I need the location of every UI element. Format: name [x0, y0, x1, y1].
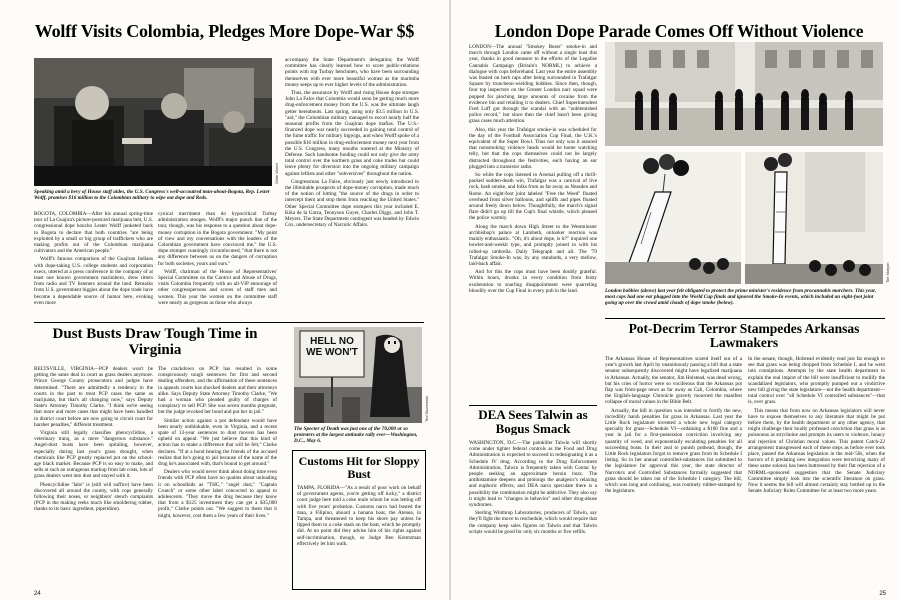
- paragraph: accompany the State Department's delegation; the Wolff committee has clearly learned how to score public-relations points with top Turbay henchmen, who have been surrounding themselves with ever more beautiful women as the marimba money seeps up to ever higher levels of the administration.: [285, 57, 419, 88]
- paragraph: Actually, the bill in question was intended to fortify the new, incredibly harsh penalties for grass in Arkansas. Last year the Little Rock legislature invented a whole new legal category specially for grass—Schedule VI—ordaining a $100 fine and a year in jail for a first-possession conviction involving any quantity of weed, and exponentially escalating penalties for all succeeding busts. In their zeal to punish pothead, though, the Little Rock legislators forgot to remove grass from its Schedule I listing. So in her annual controlled-substances list submitted to the legislature for approval this year, the state director of Narcotics and Controlled Substances formally suggested that grass should be taken out of the Schedule I category. The bill, which was long and confusing, was routinely rubber-stamped by the legislature.: [605, 407, 742, 495]
- paragraph: Wolff, chairman of the House of Representatives' Special Committee on the Control and Abuse of Drugs, visits Colombia frequently with an all-VIP entourage of other congresspersons and scores of staff men and women. This year the women on the committee staff were nearly as gorgeous as those who always: [158, 268, 277, 306]
- customs-column: [297, 485, 421, 585]
- protest-sign-text: [302, 336, 362, 358]
- paragraph: Dealers who would never think about doing time even friends with PCP often have no qualms about unloading it on schoolkids as "THC," "angel dust," "Captain Crunch" or some other label concocted to appeal to adolescents. "They move the drug because they know that from a $125 investment they can get a $35,000 profit," Clarke points out. "We suggest to them that it might, however, cost them a few years of their lives.": [158, 469, 277, 519]
- paragraph: Thus, the assurance by Wolff and rising House dope stomper John La Falce that Colombia would soon be getting much more drug-enforcement money from the U.S. was the ultimate laugh getter hereabouts. Last spring, using only $3.5 million in U.S. "aid," the Colombian military managed to escort nearly half the seasonal profits from the Guajiran dope mafias. The U.S.-financed dope war nearly succeeded in gaining total control of the fume traffic for military bigwigs, and when Wolff spoke of a possible $16 million in drug-enforcement money next year from the U.S. Congress, many mouths watered at the Ministry of Defense. Such handsome funding could not only give the army total control over the northern grass and coke trades but could leave plenty for diversion into the ongoing military campaign against leftists and other "subversives" throughout the nation.: [285, 90, 419, 177]
- protest-photo: [294, 327, 422, 423]
- sign-line-2: WE WON'T: [306, 347, 358, 358]
- paragraph: So while the cops listened to Arsenal pulling off a thrill-packed sudden-death win, Trafalgar was a carnival of live rock, hash smoke, and folks from as far away as Neasden and Rome. An eight-foot joint labeled "Free the Weed" floated overhead from silver balloons, and spliffs and pipes floated around freely down below. Thoughtfully, the march's signal flare didn't go up till the Cup's final whistle, which pleased the police warmly.: [469, 172, 597, 222]
- virginia-headline: Dust Busts Draw Tough Time in Virginia: [52, 327, 258, 358]
- sign-line-1: HELL NO: [310, 336, 354, 347]
- paragraph: This means that from now on Arkansas legislators will never have to expose themselves to any literature that might be put before them, by the health department or any other agency, that might challenge their loudly professed conviction that grass is as poisonous as strychnine and prompts its users to violence, lunacy and rejection of Christian moral values. This patent Catch-22 arrangement transgressed each of these steps as before ever took place, passed the Arkansas legislation in the mid-'50s, when the horrors of it predating new integration were terrorizing many of these same solons) has been buttressed by their flat rejection of a NORML-sponsored suggestion that the Senate Judiciary Committee simply look into the scientific literature on grass. Now it seems the bill will almost certainly stay bottled up in the Senate Judiciary Rules Committee for at least two more years.: [748, 407, 885, 495]
- section-divider: [469, 405, 597, 406]
- giant-joint-photo-right: [745, 152, 883, 284]
- giant-joint-photo-left: [605, 152, 741, 284]
- paragraph: TAMPA, FLORIDA—"As a result of poor work on behalf of government agents, you're getting off lucky," a district court judge here told a coke mule whom he was letting off with five years' probation. Customs narcs had busted the man, a Filipino, aboard a banana boat, the Atenea, in Tampa, and threatened to keep his shore pay unless he tipped them to a coke stash on the boat, which he promptly did. At no point did they advise him of his rights against self-incrimination, though, so Judge Ben Krentzman effectively let him walk.: [297, 485, 421, 547]
- dea-headline: DEA Sees Talwin as Bogus Smack: [478, 408, 588, 436]
- protest-caption: The Specter of Death was just one of the 70,000 or so protesters at the largest antinuke rally ever—Washington, D.C., May 6.: [294, 426, 418, 444]
- paragraph: Also, this year the Trafalgar smoke-in was scheduled for the day of the Football Association Cup Final, the U.K.'s equivalent of the Super Bowl. Thus not only was it assured that nonsmoking violence heads would be home watching telly, but that the cops themselves could not be largely distracted throughout the festivities, each having an ear plugged into a transistor radio.: [469, 126, 597, 170]
- colombia-column-3: [285, 57, 419, 319]
- paragraph: In the senate, though, Holstead evidently read just far enough to see that grass was being dropped from Schedule I, and he went into conniptions. Attempts by the state health department to explain the real import of the bill were insufficient to mollify the scandalized legislators, who promptly pumped out a vindictive new bill giving the state legislature—not the health department—total control over "all Schedule VI controlled substances"—that is, over grass.: [748, 356, 885, 406]
- wolff-press-conference-image: [34, 58, 272, 186]
- london-bobbies-photo: [605, 42, 883, 146]
- paragraph: And for this the cops must have been doubly grateful. Within hours, drunks in every condition from feisty exuberation to snarling disappointment were quarreling bloodily over the Cup Final in every pub in the land.: [469, 269, 597, 294]
- colombia-caption: Speaking amid a bevy of House staff aides, the U.S. Congress's well-accoutred man-about-Bogota, Rep. Lester Wolff, promises $16 million to the Colombian military to wipe out dope and Reds.: [34, 189, 270, 201]
- paragraph: Similar action against a pot defendant would have been nearly unthinkable, even in Virginia, and a recent spate of 13-year sentences to dust movers has been upheld on appeal. "We just believe that this kind of action has to make a difference that will be felt," Clarke declares. "If at a bond hearing the friends of the accused realize that he's going to jail because of the name of the drug he's associated with, that's bound to get around.": [158, 417, 277, 468]
- section-divider: [34, 322, 424, 323]
- colombia-headline: Wolff Visits Colombia, Pledges More Dope-War $$: [34, 22, 415, 41]
- virginia-column-1: [34, 366, 153, 588]
- colombia-photo-credit: Wide World: [274, 163, 279, 184]
- paragraph: Virginia still legally classifies phencyclidine, a veterinary tranq, as a mere "dangerous substance." Angel-dust busts have been spiraling, however, especially during last year's grass drought, when chemicals like PCP greatly replaced pot on the school-age black market. Because PCP is so easy to make, and sells at such an outrageous markup from lab costs, lots of grass dealers went into dust and stayed with it.: [34, 430, 153, 480]
- dea-column: [469, 440, 597, 588]
- london-photo-credit: Tim Malyon: [885, 262, 890, 283]
- paragraph: The crackdown on PCP has resulted in some conspicuously tough sentences for first and second dealing offenders, and the affirmation of these sentences in appeals courts has shocked dealers and their attorneys alike. Says Deputy State Attorney Timothy Clarke, "We had a woman who pleaded guilty of charges of conspiracy to sell PCP. She was seven months pregnant, but the judge revoked her bond and put her in jail.": [158, 366, 277, 416]
- joint-balloon-image-left: [605, 152, 741, 284]
- colombia-photo: [34, 58, 272, 186]
- joint-balloon-image-right: [745, 152, 883, 284]
- paragraph: Phencyclidine "labs" is (still will suffice) have been discovered all around the county, with cops generally following their noses, or neighbors' stench complaints (PCP in the making reeks much like smoldering rubber, thanks to its basic ingredient, piperidine).: [34, 481, 153, 513]
- customs-headline: Customs Hit for Sloppy Bust: [298, 455, 420, 481]
- virginia-column-2: [158, 366, 277, 588]
- paragraph: BOGOTA, COLOMBIA—After his annual spring-time tour of La Guajira's picture-postcard marijuana belt, U.S. congressional dope honcho Lester Wolff junketed back to Bogota to declare that both countries "are being exploited by a small or big group of traffickers who are making profits out of the Colombian marijuana cultivators and the American people.": [34, 211, 153, 255]
- right-page: [451, 0, 900, 600]
- paragraph: The Arkansas House of Representatives scared itself out of a year's growth last April by unanimously passing a bill that a state senator subsequently discovered might have legalized marijuana in Arkansas. Actually, the senator, Jim Holstead, was dead wrong, but his cries of horror were so vociferous that the Arkansas pot flap was front-page news as far away as Cali, Colombia, where the English-language Chronicle gravely mourned the manifest collapse of moral values in the Bible Belt.: [605, 356, 742, 406]
- london-caption: London bobbies (above) last year felt obligated to protect the prime minister's residence from procannabis marchers. This year, most cops had one ear plugged into the World Cup finals and ignored the Smoke-In events, which included an eight-foot joint going up over the crowd amid clouds of dope smoke (below).: [605, 288, 877, 306]
- arkansas-headline: Pot-Decrim Terror Stampedes Arkansas Lawmakers: [628, 322, 860, 351]
- protest-photo-credit: Ted Skorewski: [424, 396, 429, 422]
- colombia-column-2: [158, 211, 277, 321]
- paragraph: Congressman La Falce, obviously just newly introduced to the illimitable prospects of dope-money corruption, made much of the notion of hitting "the source of the drugs in order to intercept them and stop them from reaching the United States." Other Special Committee dope stompers this year included E. Kika de la Garza, Tennyson Guyer, Charles Diggs, and John T. Meyers. The State Department contingent was headed by Edwin Cox, undersecretary of Narcotic Affairs.: [285, 178, 419, 229]
- bobbies-street-image: [605, 42, 883, 146]
- arkansas-column-2: [748, 356, 885, 588]
- page-number-right: 25: [879, 591, 886, 597]
- paragraph: WASHINGTON, D.C.—The painkiller Talwin will shortly come under tighter federal controls as the Food and Drug Administration is expected to succeed in redesignating it as a Schedule IV drug. According to the Drug Enforcement Administration, Talwin is frequently taken with Contac by people seeking an approximate heroin buzz. The antihistamine deepens and prolongs the analgesic's relaxing and euphoric effects, and DEA narcs speculate there is a possibility the combination might be addictive. They also say it might lead to "changes in behavior" and other drug-abuse syndromes.: [469, 440, 597, 509]
- paragraph: Wolff's fatuous comparison of the Guajiran Indians with dope-taking U.S. college students and corporation execs, uttered at a press conference in the company of at least one known government marimbero, drew titters from radio and TV listeners around the land. Remarks from U.S. government biggies about the dope trade have become a dependable source of humor here, evoking even more: [34, 256, 153, 306]
- page-number-left: 24: [34, 591, 41, 597]
- paragraph: Along the march down High Street to the Westminster archbishop's palace at Lambeth, onlooker reaction was mainly enthusiastic. "Oh, it's about dope, is it?" inquired one bowler-and-weskit type, and promptly joined in with his rolled-up umbrella. Daily Telegraph and all. The '79 Trafalgar Smoke-In was, by any standards, a very mellow, laid-back affair.: [469, 223, 597, 267]
- paragraph: Sterling Winthrop Laboratories, producers of Talwin, say they'll fight the move to reschedule, which would require that the company keep sales figures on Talwin and that Talwin scripts would be good for only six months or five refills.: [469, 510, 597, 535]
- arkansas-column-1: [605, 356, 742, 588]
- left-page: [0, 0, 449, 600]
- section-divider: [605, 318, 885, 319]
- colombia-column-1: [34, 211, 153, 321]
- london-headline: London Dope Parade Comes Off Without Violence: [494, 22, 864, 41]
- paragraph: BELTSVILLE, VIRGINIA—PCP dealers won't be getting the same deal in court as grass dealers anymore. Prince George County prosecutors and judges have determined. "There are admittedly a tendency in the courts in the past to treat PCP cases the same as marijuana, but that's all changing now," says Deputy State's Attorney Timothy Clarke. "I think we're seeing that more and more cases that might have been handled in district court before are now going to circuit court for harsher penalties," different treatment.: [34, 366, 153, 428]
- paragraph: LONDON—The annual "Smokey Bears" smoke-in and march through London came off without a single bust this year, thanks in good measure to the efforts of the Legalise Cannabis Campaign (Britain's NORML) to achieve a dialogue with cops beforehand. Last year the entire assembly was busted on herb raps after being surrounded in Trafalgar Square by truncheon-wielding bobbies. Since then, though, four top inspectors on the Greater London narc squad were popped for pinching large amounts of cocaine from the evidence bin and retailing it to dealers. Chief Superintendent Fred Luff got through the scandal with an "unblemished police record," but since then the chief hasn't been giving grass cases much attention.: [469, 44, 597, 125]
- paragraph: cynical merriment than do hypocritical Turbay administration stooges. Wolff's major punch line of the tour, though, was his response to a question about dope-money corruption in the Bogota government. "My point of view and my conversations with the leaders of the Colombian government have convinced me," the U.S. dope stomper cunningly circumlocuted, "that there is not any difference between us on the dangers of corruption for both societies, yours and ours.": [158, 211, 277, 267]
- london-column: [469, 44, 597, 404]
